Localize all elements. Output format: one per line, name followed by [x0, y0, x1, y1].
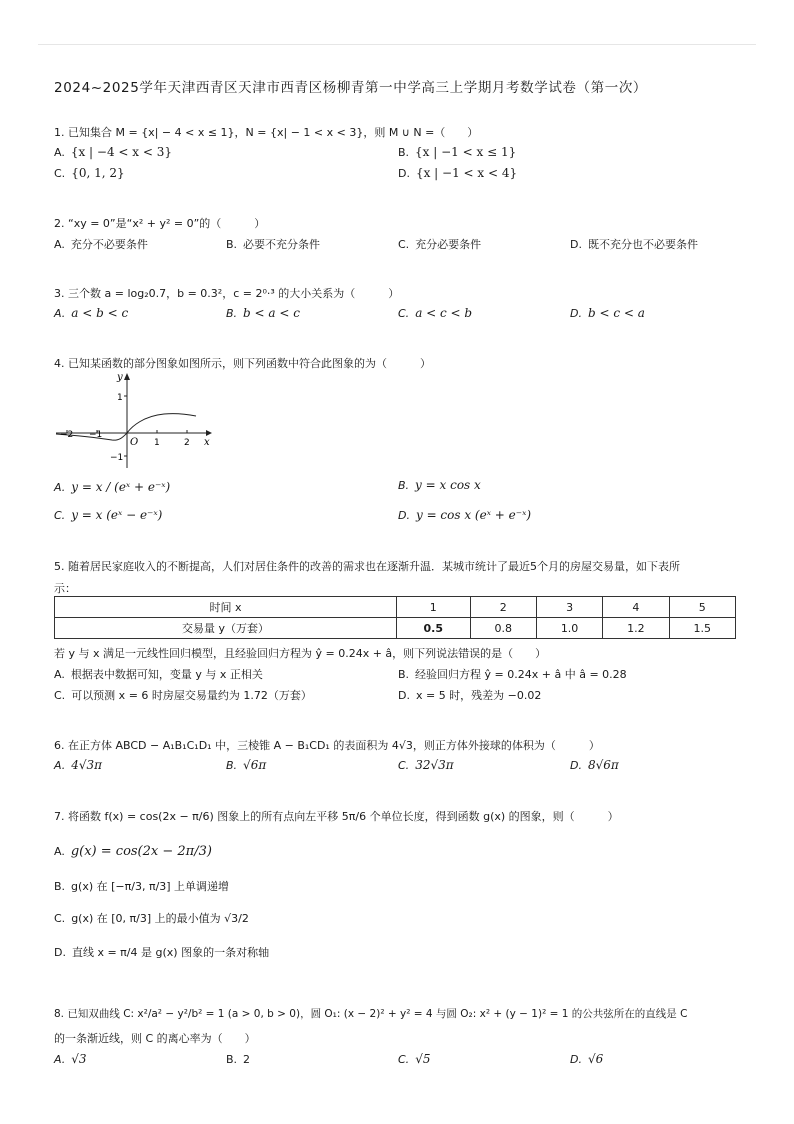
q4-option-a[interactable]: A. y = x / (eˣ + e⁻ˣ) [54, 480, 171, 494]
table-cell: 1.0 [536, 618, 602, 639]
question-8-stem-line1: 8. 已知双曲线 C: x²/a² − y²/b² = 1 (a > 0, b > 0)，圆 O₁: (x − 2)² + y² = 4 与圆 O₂: x² + (y − 1)² = 1 的公共弦所在的直线是 C [54, 1008, 688, 1020]
q1-option-a[interactable]: A. {x | −4 < x < 3} [54, 145, 172, 159]
q3-option-b[interactable]: B. b < a < c [226, 306, 300, 320]
q7-option-b[interactable]: B. g(x) 在 [−π/3, π/3] 上单调递增 [54, 880, 230, 893]
q7-option-c[interactable]: C. g(x) 在 [0, π/3] 上的最小值为 √3/2 [54, 912, 249, 925]
page-title: 2024~2025学年天津西青区天津市西青区杨柳青第一中学高三上学期月考数学试卷（第一次） [54, 80, 648, 96]
x-axis-label: x [204, 437, 210, 448]
x-tick-label-neg1: −1 [89, 430, 103, 440]
question-1-stem: 1. 已知集合 M = {x| − 4 < x ≤ 1}，N = {x| − 1 < x < 3}，则 M ∪ N =（ ） [54, 126, 479, 139]
question-8-stem-line2: 的一条渐近线，则 C 的离心率为（ ） [54, 1032, 256, 1045]
q5-option-c[interactable]: C. 可以预测 x = 6 时房屋交易量约为 1.72（万套） [54, 689, 312, 702]
q7-option-d[interactable]: D. 直线 x = π/4 是 g(x) 图象的一条对称轴 [54, 946, 270, 959]
function-graph [54, 370, 214, 470]
table-cell: 1.2 [603, 618, 669, 639]
q3-option-c[interactable]: C. a < c < b [398, 306, 473, 320]
question-5-after-text: 若 y 与 x 满足一元线性回归模型，且经验回归方程为 ŷ = 0.24x + â，则下列说法错误的是（ ） [54, 647, 547, 660]
table-row [55, 597, 736, 618]
table-cell: 0.8 [470, 618, 536, 639]
origin-label: O [130, 437, 139, 448]
question-2-stem: 2. “xy = 0”是“x² + y² = 0”的（ ） [54, 217, 266, 230]
table-cell: 0.5 [397, 618, 471, 639]
q4-option-d[interactable]: D. y = cos x (eˣ + e⁻ˣ) [398, 508, 532, 522]
question-5-stem-line2: 示： [54, 582, 76, 595]
question-7-stem: 7. 将函数 f(x) = cos(2x − π/6) 图象上的所有点向左平移 5π/6 个单位长度，得到函数 g(x) 的图象，则（ ） [54, 810, 619, 823]
q4-option-c[interactable]: C. y = x (eˣ − e⁻ˣ) [54, 508, 163, 522]
table-row [55, 618, 736, 639]
table-header-volume: 交易量 y（万套） [55, 618, 397, 639]
q2-option-c[interactable]: C. 充分必要条件 [398, 238, 482, 251]
question-4-stem: 4. 已知某函数的部分图象如图所示，则下列函数中符合此图象的为（ ） [54, 357, 431, 370]
q6-option-c[interactable]: C. 32√3π [398, 758, 454, 772]
q5-option-b[interactable]: B. 经验回归方程 ŷ = 0.24x + â 中 â = 0.28 [398, 668, 627, 681]
q1-option-d[interactable]: D. {x | −1 < x < 4} [398, 166, 518, 180]
q6-option-d[interactable]: D. 8√6π [570, 758, 619, 772]
table-cell: 3 [536, 597, 602, 618]
q2-option-d[interactable]: D. 既不充分也不必要条件 [570, 238, 698, 251]
y-axis-arrow [124, 373, 130, 380]
q5-option-a[interactable]: A. 根据表中数据可知，变量 y 与 x 正相关 [54, 668, 263, 681]
y-axis-label: y [117, 372, 123, 383]
q2-option-b[interactable]: B. 必要不充分条件 [226, 238, 321, 251]
table-cell: 2 [470, 597, 536, 618]
q3-option-d[interactable]: D. b < c < a [570, 306, 645, 320]
q8-option-b[interactable]: B. 2 [226, 1053, 251, 1066]
q2-option-a[interactable]: A. 充分不必要条件 [54, 238, 148, 251]
q5-option-d[interactable]: D. x = 5 时，残差为 −0.02 [398, 689, 542, 702]
x-tick-label-1: 1 [154, 438, 160, 448]
q3-option-a[interactable]: A. a < b < c [54, 306, 129, 320]
table-cell: 1 [397, 597, 471, 618]
function-curve [56, 414, 196, 441]
y-tick-label-1: 1 [117, 393, 123, 403]
q8-option-c[interactable]: C. √5 [398, 1052, 431, 1066]
table-cell: 1.5 [669, 618, 735, 639]
q8-option-a[interactable]: A. √3 [54, 1052, 87, 1066]
question-3-stem: 3. 三个数 a = log₂0.7，b = 0.3²，c = 2⁰·³ 的大小关系为（ ） [54, 287, 400, 300]
question-6-stem: 6. 在正方体 ABCD − A₁B₁C₁D₁ 中，三棱锥 A − B₁CD₁ 的表面积为 4√3，则正方体外接球的体积为（ ） [54, 739, 600, 752]
table-cell: 4 [603, 597, 669, 618]
x-tick-label-2: 2 [184, 438, 190, 448]
q8-option-d[interactable]: D. √6 [570, 1052, 604, 1066]
y-tick-label-neg1: −1 [110, 453, 124, 463]
question-5-stem-line1: 5. 随着居民家庭收入的不断提高，人们对居住条件的改善的需求也在逐渐升温．某城市统计了最近5个月的房屋交易量，如下表所 [54, 560, 680, 573]
x-axis-arrow [206, 430, 212, 436]
q6-option-b[interactable]: B. √6π [226, 758, 267, 772]
q4-option-b[interactable]: B. y = x cos x [398, 478, 481, 492]
table-header-time: 时间 x [55, 597, 397, 618]
table-cell: 5 [669, 597, 735, 618]
q7-option-a[interactable]: A. g(x) = cos(2x − 2π/3) [54, 844, 212, 859]
x-tick-label-neg2: −2 [60, 430, 74, 440]
top-divider [38, 44, 756, 45]
q1-option-c[interactable]: C. {0, 1, 2} [54, 166, 125, 180]
q1-option-b[interactable]: B. {x | −1 < x ≤ 1} [398, 145, 517, 159]
data-table [54, 596, 736, 639]
q6-option-a[interactable]: A. 4√3π [54, 758, 103, 772]
